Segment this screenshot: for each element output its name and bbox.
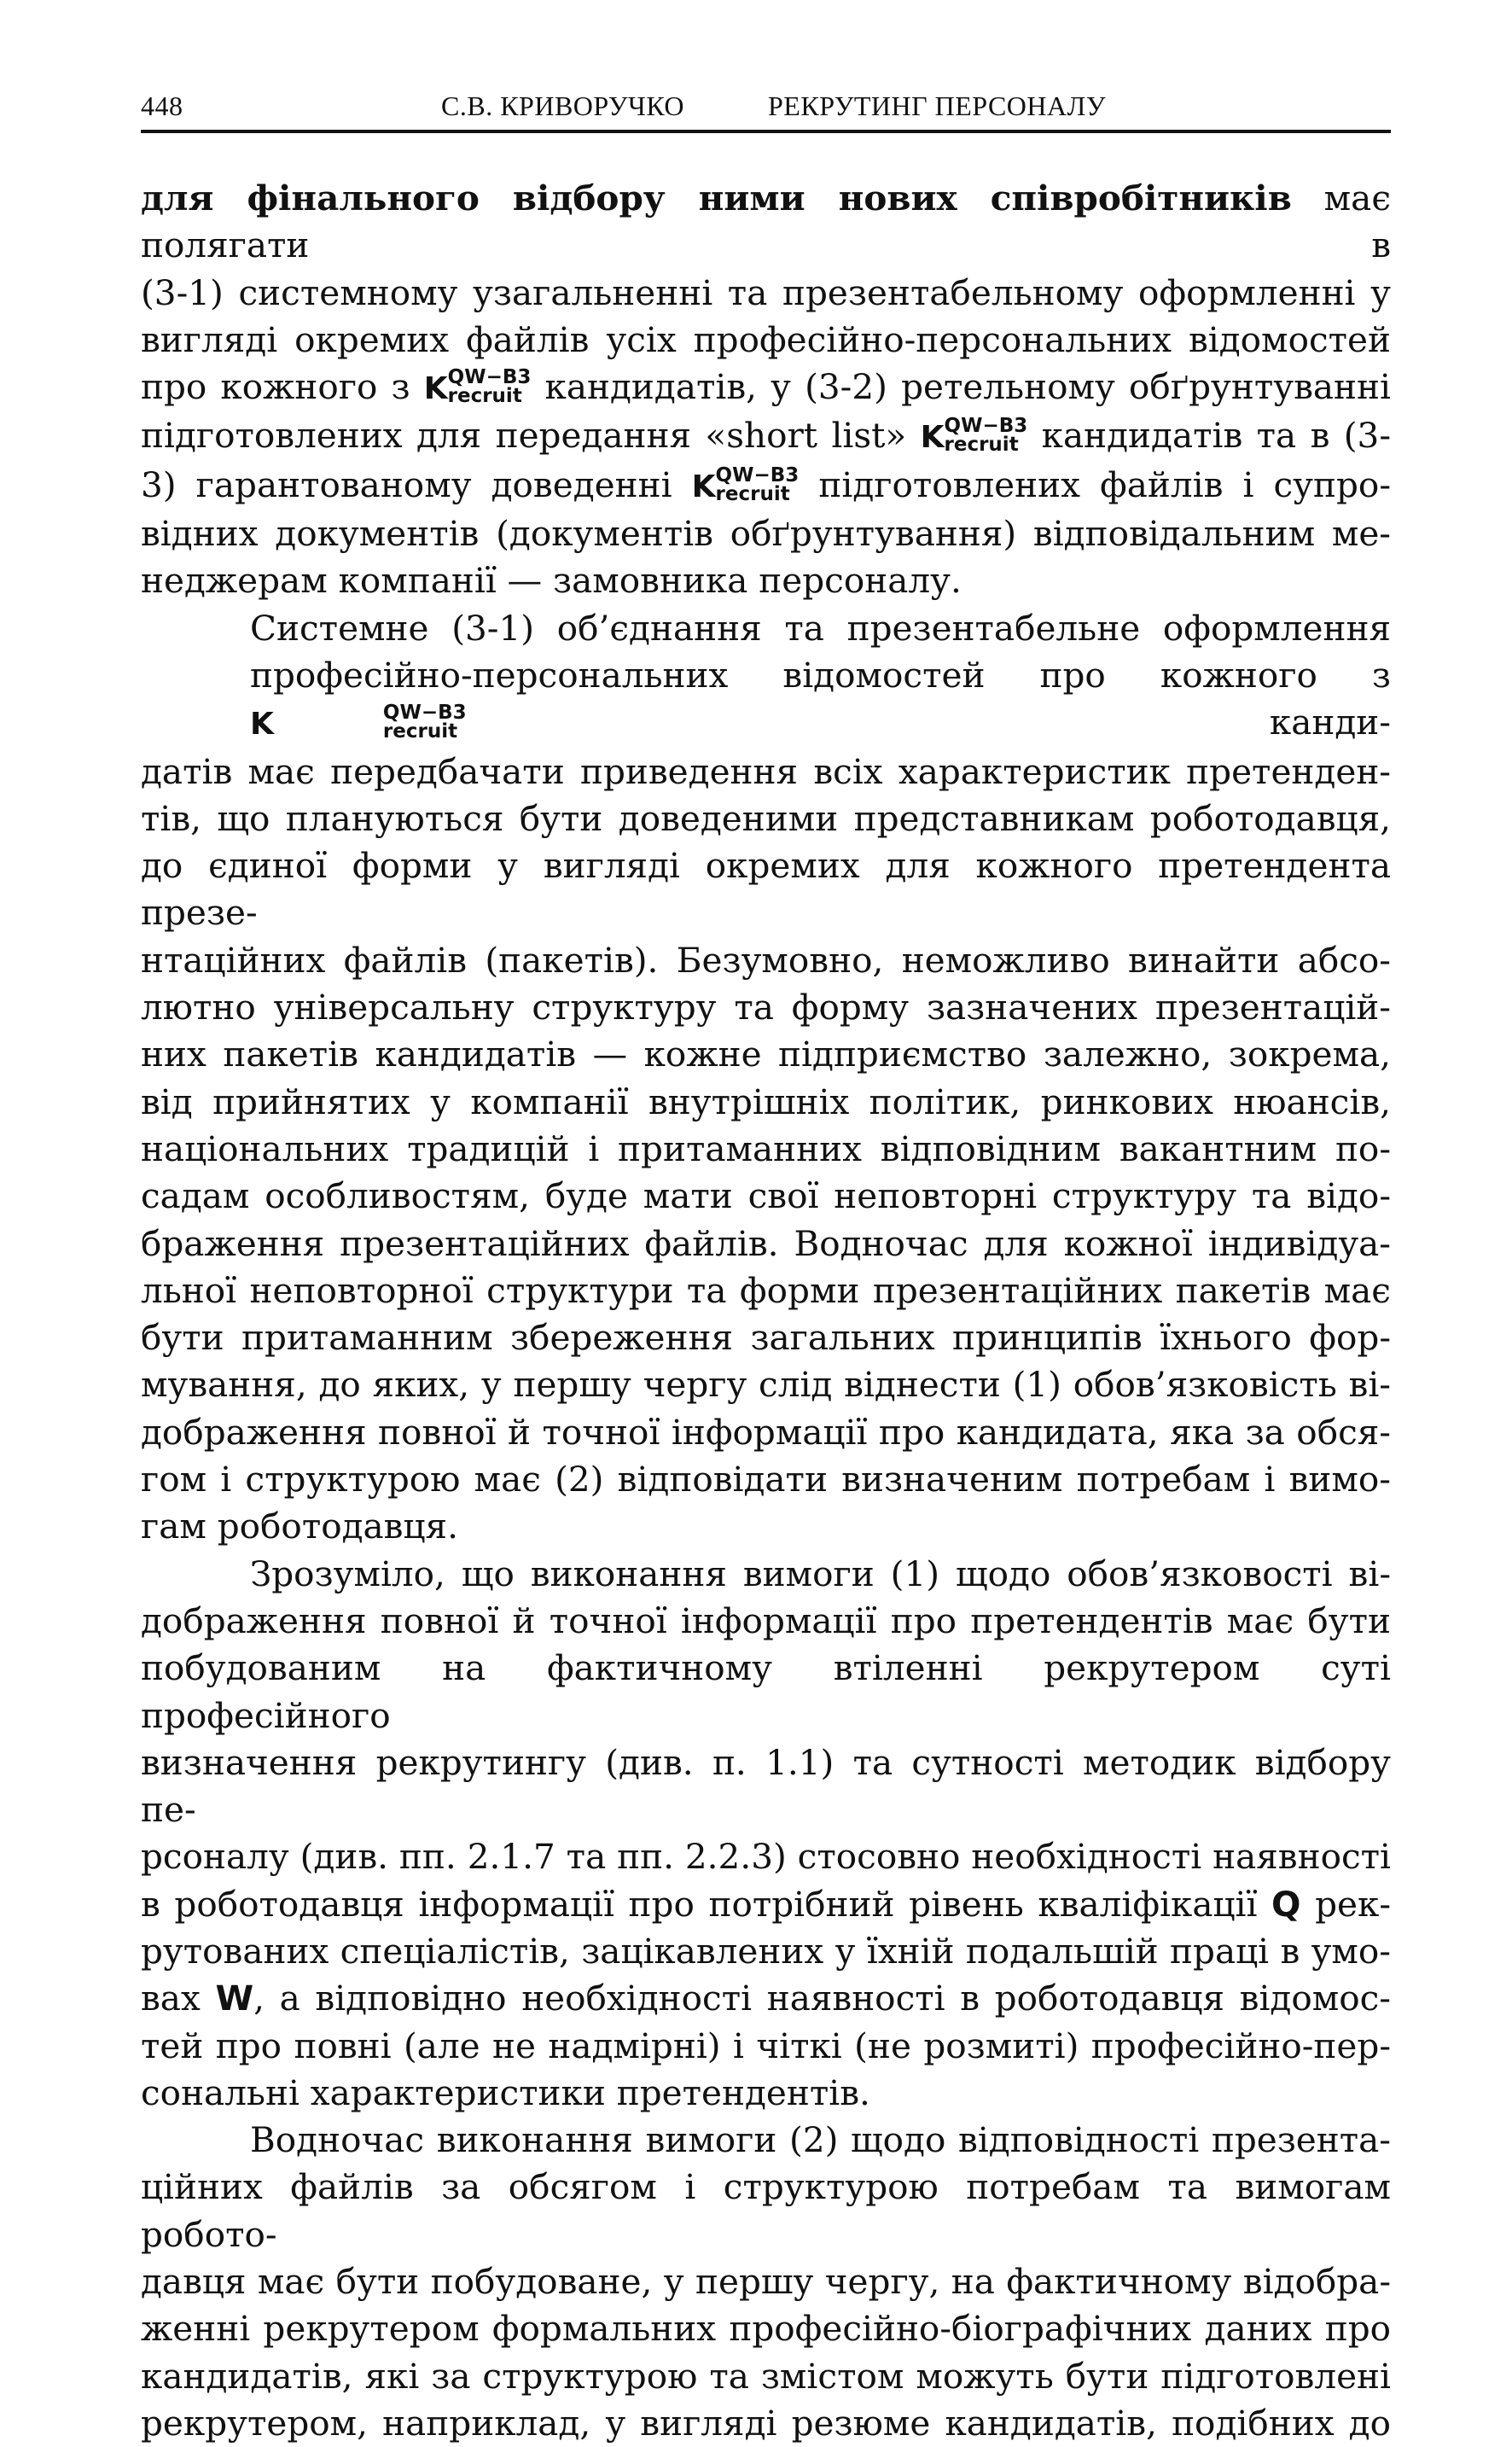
text-line: мування, до яких, у першу чергу слід віднести (1) обов’язковість ві- — [141, 1364, 1391, 1406]
text-line: підготовлених для передання «short list» K QW−B3 recruit кандидатів та в (3- — [141, 412, 1391, 461]
paragraph-4 — [141, 2117, 1391, 2447]
text-line: женні рекрутером формальних професійно-біографічних даних про — [141, 2308, 1391, 2350]
text-line: до єдиної форми у вигляді окремих для кожного претендента презе- — [141, 845, 1391, 934]
text-line: побудованим на фактичному втіленні рекрутером суті професійного — [141, 1647, 1391, 1736]
header-author: С.В. КРИВОРУЧКО — [441, 90, 684, 121]
text-line: тів, що плануються бути доведеними представникам роботодавця, — [141, 797, 1391, 839]
text-line: датів має передбачати приведення всіх характеристик претенден- — [141, 750, 1391, 792]
k-recruit-symbol: K QW−B3 recruit — [691, 463, 800, 505]
running-header — [141, 85, 1391, 133]
paragraph-3 — [141, 1551, 1391, 2118]
text-line: бути притаманним збереження загальних принципів їхнього фор- — [141, 1317, 1391, 1359]
text-line: неджерам компанії — замовника персоналу. — [141, 560, 962, 602]
book-page — [141, 0, 1392, 2444]
text-line: Системне (3-1) об’єднання та презентабельне оформлення — [250, 607, 1391, 649]
page-body — [141, 175, 1391, 2447]
text-line: дображення повної й точної інформації про претендентів має бути — [141, 1599, 1391, 1641]
text-line: про кожного з K QW−B3 recruit кандидатів, у (3-2) ретельному обґрунтуванні — [141, 364, 1391, 412]
text-line: професійно-персональних відомостей про кожного з K QW−B3 recruit канди- — [141, 652, 1391, 749]
text-line: Зрозуміло, що виконання вимоги (1) щодо обов’язковості ві- — [250, 1553, 1391, 1594]
text-line: них пакетів кандидатів — кожне підприємство залежно, зокрема, — [141, 1034, 1391, 1075]
text-line: вигляді окремих файлів усіх професійно-персональних відомостей — [141, 318, 1391, 360]
text-line: відних документів (документів обґрунтування) відповідальним ме- — [141, 513, 1391, 555]
text-line: Водночас виконання вимоги (2) щодо відповідності презента- — [250, 2119, 1391, 2161]
text-line: рутованих спеціалістів, зацікавлених у їхній подальшій праці в умо- — [141, 1930, 1391, 1972]
q-symbol: Q — [1271, 1883, 1301, 1925]
text-line: рсоналу (див. пп. 2.1.7 та пп. 2.2.3) стосовно необхідності наявності — [141, 1836, 1391, 1878]
text-line: в роботодавця інформації про потрібний рівень кваліфікації Q рек- — [141, 1883, 1391, 1925]
text-line: визначення рекрутингу (див. п. 1.1) та сутності методик відбору пе- — [141, 1741, 1391, 1831]
paragraph-1 — [141, 175, 1391, 605]
text-line: браження презентаційних файлів. Водночас для кожної індивідуа- — [141, 1222, 1391, 1264]
header-book-title: РЕКРУТИНГ ПЕРСОНАЛУ — [768, 90, 1106, 121]
paragraph-2 — [141, 605, 1391, 1551]
k-recruit-symbol: K QW−B3 recruit — [423, 366, 532, 408]
text-line: лютно універсальну структуру та форму зазначених презентацій- — [141, 987, 1391, 1028]
text-line: сональні характеристики претендентів. — [141, 2071, 870, 2113]
text-line: 3) гарантованому доведенні K QW−B3 recruit підготовлених файлів і супро- — [141, 462, 1391, 510]
text-line: вах W, а відповідно необхідності наявності в роботодавця відомос- — [141, 1978, 1391, 2019]
text-line: льної неповторної структури та форми презентаційних пакетів має — [141, 1269, 1391, 1311]
text-line: гам роботодавця. — [141, 1506, 458, 1547]
text-line: національних традицій і притаманних відповідним вакантним по- — [141, 1127, 1391, 1169]
w-symbol: W — [215, 1978, 254, 2019]
text-line: давця має бути побудоване, у першу чергу, на фактичному відобра- — [141, 2261, 1391, 2303]
text-line: кандидатів, які за структурою та змістом можуть бути підготовлені — [141, 2355, 1391, 2397]
text-line: рекрутером, наприклад, у вигляді резюме кандидатів, подібних до — [141, 2402, 1391, 2444]
text-line: дображення повної й точної інформації про кандидата, яка за обся- — [141, 1411, 1391, 1453]
text-line: садам особливостям, буде мати свої неповторні структуру та відо- — [141, 1175, 1391, 1217]
text-line: (3-1) системному узагальненні та презентабельному оформленні у — [141, 271, 1391, 313]
page-number: 448 — [141, 90, 183, 121]
text-line: нтаційних файлів (пакетів). Безумовно, неможливо винайти абсо- — [141, 939, 1391, 981]
k-recruit-symbol: K QW−B3 recruit — [920, 415, 1028, 457]
text-line: від прийнятих у компанії внутрішніх політик, ринкових нюансів, — [141, 1081, 1391, 1122]
text-line: тей про повні (але не надмірні) і чіткі (не розмиті) професійно-пер- — [141, 2025, 1391, 2066]
bold-phrase: для фінального відбору ними нових співробітників — [141, 178, 1292, 218]
text-line: для фінального відбору ними нових співробітників має полягати в — [141, 178, 1392, 266]
text-line: гом і структурою має (2) відповідати визначеним потребам і вимо- — [141, 1459, 1391, 1500]
text-line: ційних файлів за обсягом і структурою потребам та вимогам робото- — [141, 2166, 1391, 2255]
k-recruit-symbol: K QW−B3 recruit — [250, 702, 467, 743]
